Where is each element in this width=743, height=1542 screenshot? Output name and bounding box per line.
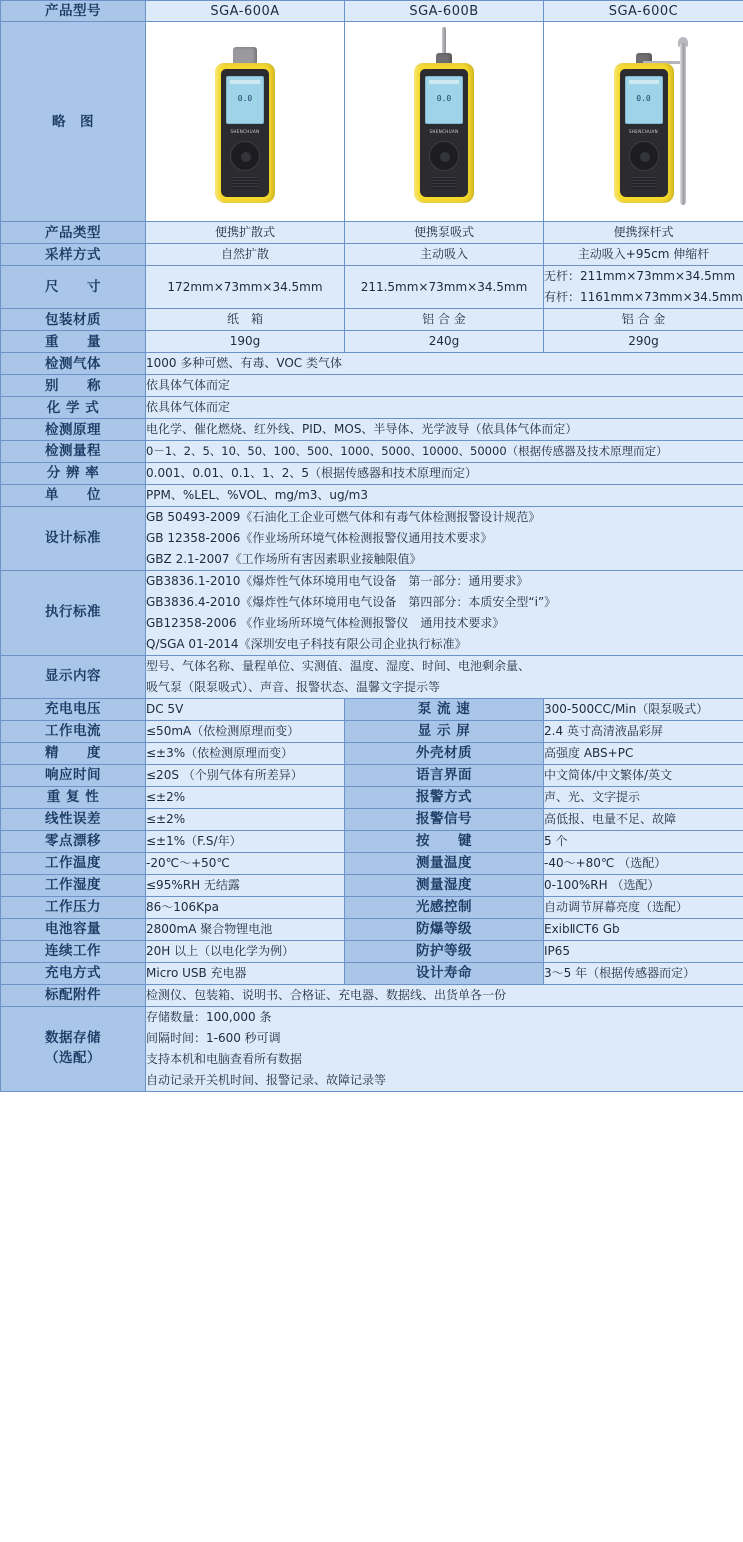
table-row-working-humidity <box>1 874 743 896</box>
table-row-zero-drift <box>1 830 743 852</box>
cell-dimensions-c-line2: 有杆：1161mm×73mm×34.5mm <box>544 290 743 305</box>
cell-product-type-c: 便携探杆式 <box>544 222 743 244</box>
table-row-schematic <box>1 22 743 222</box>
device-body <box>215 63 275 203</box>
exec-standard-line3: GB12358-2006 《作业场所环境气体检测报警仪 通用技术要求》 <box>146 615 505 630</box>
row-label-schematic: 略 图 <box>1 22 146 222</box>
row-label-language: 语言界面 <box>345 764 544 786</box>
table-row-unit <box>1 484 743 506</box>
row-label-alias: 别 称 <box>1 375 146 397</box>
cell-battery-capacity: 2800mA 聚合物锂电池 <box>146 918 345 940</box>
cell-weight-b: 240g <box>345 331 544 353</box>
row-label-battery-capacity: 电池容量 <box>1 918 146 940</box>
table-row-working-temp <box>1 852 743 874</box>
table-row-sampling-method <box>1 244 743 266</box>
design-standard-line1: GB 50493-2009《石油化工企业可燃气体和有毒气体检测报警设计规范》 <box>146 509 541 524</box>
speaker-grill-icon <box>232 177 258 189</box>
table-row-packaging <box>1 309 743 331</box>
cell-continuous-work: 20H 以上（以电化学为例） <box>146 940 345 962</box>
row-label-accessories: 标配附件 <box>1 984 146 1006</box>
row-label-exec-standard: 执行标准 <box>1 570 146 655</box>
table-row-weight <box>1 331 743 353</box>
cell-data-storage <box>146 1006 743 1091</box>
cell-product-type-b: 便携泵吸式 <box>345 222 544 244</box>
row-label-product-type: 产品类型 <box>1 222 146 244</box>
cell-dimensions-a: 172mm×73mm×34.5mm <box>146 266 345 309</box>
cell-weight-c: 290g <box>544 331 743 353</box>
cell-dimensions-c <box>544 266 743 309</box>
row-label-design-life: 设计寿命 <box>345 962 544 984</box>
design-standard-line3: GBZ 2.1-2007《工作场所有害因素职业接触限值》 <box>146 551 422 566</box>
table-row-range <box>1 441 743 462</box>
device-image-c <box>544 22 743 222</box>
cell-resolution: 0.001、0.01、0.1、1、2、5（根据传感器和技术原理而定） <box>146 462 743 484</box>
cell-packaging-b: 铝 合 金 <box>345 309 544 331</box>
data-storage-line3: 支持本机和电脑查看所有数据 <box>146 1051 303 1066</box>
row-label-dimensions: 尺 寸 <box>1 266 146 309</box>
cell-light-sensor: 自动调节屏幕亮度（选配） <box>544 896 743 918</box>
cell-exec-standard <box>146 570 743 655</box>
row-label-linearity-error: 线性误差 <box>1 808 146 830</box>
cell-measure-humidity: 0-100%RH （选配） <box>544 874 743 896</box>
row-label-keys: 按 键 <box>345 830 544 852</box>
table-row-accessories <box>1 984 743 1006</box>
cell-alarm-signal: 高低报、电量不足、故障 <box>544 808 743 830</box>
cell-zero-drift: ≤±1%（F.S/年） <box>146 830 345 852</box>
telescopic-probe-icon <box>680 43 686 205</box>
row-label-working-pressure: 工作压力 <box>1 896 146 918</box>
table-row-accuracy <box>1 742 743 764</box>
display-content-line1: 型号、气体名称、量程单位、实测值、温度、湿度、时间、电池剩余量、 <box>146 658 531 673</box>
table-row-product-type <box>1 222 743 244</box>
row-label-sampling-method: 采样方式 <box>1 244 146 266</box>
row-label-working-humidity: 工作湿度 <box>1 874 146 896</box>
display-content-line2: 吸气泵（限泵吸式）、声音、报警状态、温馨文字提示等 <box>146 679 441 694</box>
cell-alarm-method: 声、光、文字提示 <box>544 786 743 808</box>
row-label-packaging: 包装材质 <box>1 309 146 331</box>
row-label-weight: 重 量 <box>1 331 146 353</box>
device-face <box>620 69 668 197</box>
row-label-accuracy: 精 度 <box>1 742 146 764</box>
table-row-design-standard <box>1 506 743 570</box>
exec-standard-line2: GB3836.4-2010《爆炸性气体环境用电气设备 第四部分：本质安全型“i”》 <box>146 594 557 609</box>
speaker-grill-icon <box>431 177 457 189</box>
screen-reading-b: 0.0 <box>436 93 452 103</box>
cell-detect-gas: 1000 多种可燃、有毒、VOC 类气体 <box>146 353 743 375</box>
table-row-repeatability <box>1 786 743 808</box>
cell-working-humidity: ≤95%RH 无结露 <box>146 874 345 896</box>
table-row-response-time <box>1 764 743 786</box>
keypad-icon <box>629 141 659 171</box>
cell-principle: 电化学、催化燃烧、红外线、PID、MOS、半导体、光学波导（依具体气体而定） <box>146 419 743 441</box>
device-face <box>221 69 269 197</box>
cell-accessories: 检测仪、包装箱、说明书、合格证、充电器、数据线、出货单各一份 <box>146 984 743 1006</box>
cell-explosion-proof: ExibⅡCT6 Gb <box>544 918 743 940</box>
row-label-zero-drift: 零点漂移 <box>1 830 146 852</box>
cell-display-content <box>146 655 743 698</box>
row-label-shell-material: 外壳材质 <box>345 742 544 764</box>
cell-shell-material: 高强度 ABS+PC <box>544 742 743 764</box>
cell-design-life: 3～5 年（根据传感器而定） <box>544 962 743 984</box>
row-label-resolution: 分 辨 率 <box>1 462 146 484</box>
cell-charge-voltage: DC 5V <box>146 698 345 720</box>
table-row-working-current <box>1 720 743 742</box>
keypad-icon <box>429 141 459 171</box>
table-row-working-pressure <box>1 896 743 918</box>
device-body <box>614 63 674 203</box>
table-row-charge-voltage <box>1 698 743 720</box>
device-face <box>420 69 468 197</box>
cell-charge-method: Micro USB 充电器 <box>146 962 345 984</box>
cell-accuracy: ≤±3%（依检测原理而变） <box>146 742 345 764</box>
data-storage-line1: 存储数量：100,000 条 <box>146 1009 272 1024</box>
row-label-range: 检测量程 <box>1 441 146 462</box>
model-a: SGA-600A <box>146 1 345 22</box>
device-body <box>414 63 474 203</box>
cell-unit: PPM、%LEL、%VOL、mg/m3、ug/m3 <box>146 484 743 506</box>
brand-label-a: SHENCHUAN <box>230 128 260 134</box>
table-row-battery-capacity <box>1 918 743 940</box>
row-label-measure-humidity: 测量湿度 <box>345 874 544 896</box>
row-label-protection-grade: 防护等级 <box>345 940 544 962</box>
row-label-repeatability: 重 复 性 <box>1 786 146 808</box>
table-row-principle <box>1 419 743 441</box>
cell-sampling-c: 主动吸入+95cm 伸缩杆 <box>544 244 743 266</box>
table-row-continuous-work <box>1 940 743 962</box>
table-row-data-storage <box>1 1006 743 1091</box>
row-label-working-current: 工作电流 <box>1 720 146 742</box>
cell-product-type-a: 便携扩散式 <box>146 222 345 244</box>
row-label-display-screen: 显 示 屏 <box>345 720 544 742</box>
cell-design-standard <box>146 506 743 570</box>
row-label-working-temp: 工作温度 <box>1 852 146 874</box>
row-label-data-storage-line1: 数据存储 <box>45 1029 101 1046</box>
keypad-icon <box>230 141 260 171</box>
table-row-formula <box>1 397 743 419</box>
row-label-principle: 检测原理 <box>1 419 146 441</box>
speaker-grill-icon <box>631 177 657 189</box>
row-label-model: 产品型号 <box>1 1 146 22</box>
row-label-detect-gas: 检测气体 <box>1 353 146 375</box>
cell-pump-flow: 300-500CC/Min（限泵吸式） <box>544 698 743 720</box>
table-row-linearity-error <box>1 808 743 830</box>
row-label-alarm-method: 报警方式 <box>345 786 544 808</box>
table-row-dimensions <box>1 266 743 309</box>
brand-label-c: SHENCHUAN <box>628 128 659 134</box>
cell-dimensions-b: 211.5mm×73mm×34.5mm <box>345 266 544 309</box>
device-screen <box>425 76 463 124</box>
design-standard-line2: GB 12358-2006《作业场所环境气体检测报警仪通用技术要求》 <box>146 530 493 545</box>
row-label-pump-flow: 泵 流 速 <box>345 698 544 720</box>
cell-sampling-b: 主动吸入 <box>345 244 544 266</box>
exec-standard-line4: Q/SGA 01-2014《深圳安电子科技有限公司企业执行标准》 <box>146 636 467 651</box>
device-screen <box>625 76 663 124</box>
brand-label-b: SHENCHUAN <box>429 128 459 134</box>
table-row-display-content <box>1 655 743 698</box>
device-image-a <box>146 22 345 222</box>
row-label-data-storage <box>1 1006 146 1091</box>
row-label-unit: 单 位 <box>1 484 146 506</box>
screen-reading-c: 0.0 <box>636 93 651 103</box>
cell-weight-a: 190g <box>146 331 345 353</box>
cell-range: 0－1、2、5、10、50、100、500、1000、5000、10000、50000（根据传感器及技术原理而定） <box>146 441 743 462</box>
model-c: SGA-600C <box>544 1 743 22</box>
table-row-resolution <box>1 462 743 484</box>
table-row-exec-standard <box>1 570 743 655</box>
table-row-model <box>1 1 743 22</box>
cell-working-pressure: 86～106Kpa <box>146 896 345 918</box>
data-storage-line4: 自动记录开关机时间、报警记录、故障记录等 <box>146 1072 387 1087</box>
row-label-alarm-signal: 报警信号 <box>345 808 544 830</box>
row-label-design-standard: 设计标准 <box>1 506 146 570</box>
table-row-charge-method <box>1 962 743 984</box>
cell-response-time: ≤20S （个别气体有所差异） <box>146 764 345 786</box>
screen-reading-a: 0.0 <box>237 93 253 103</box>
row-label-light-sensor: 光感控制 <box>345 896 544 918</box>
cell-working-temp: -20℃～+50℃ <box>146 852 345 874</box>
cell-dimensions-c-line1: 无杆：211mm×73mm×34.5mm <box>544 269 736 284</box>
row-label-explosion-proof: 防爆等级 <box>345 918 544 940</box>
row-label-formula: 化 学 式 <box>1 397 146 419</box>
row-label-data-storage-line2: （选配） <box>45 1049 101 1066</box>
cell-language: 中文简体/中文繁体/英文 <box>544 764 743 786</box>
model-b: SGA-600B <box>345 1 544 22</box>
table-row-detect-gas <box>1 353 743 375</box>
device-screen <box>226 76 264 124</box>
exec-standard-line1: GB3836.1-2010《爆炸性气体环境用电气设备 第一部分：通用要求》 <box>146 573 529 588</box>
cell-linearity-error: ≤±2% <box>146 808 345 830</box>
cell-packaging-a: 纸 箱 <box>146 309 345 331</box>
table-row-alias <box>1 375 743 397</box>
row-label-measure-temp: 测量温度 <box>345 852 544 874</box>
cell-repeatability: ≤±2% <box>146 786 345 808</box>
device-image-b <box>345 22 544 222</box>
row-label-charge-method: 充电方式 <box>1 962 146 984</box>
cell-packaging-c: 铝 合 金 <box>544 309 743 331</box>
row-label-response-time: 响应时间 <box>1 764 146 786</box>
cell-alias: 依具体气体而定 <box>146 375 743 397</box>
cell-keys: 5 个 <box>544 830 743 852</box>
cell-measure-temp: -40～+80℃ （选配） <box>544 852 743 874</box>
cell-sampling-a: 自然扩散 <box>146 244 345 266</box>
cell-working-current: ≤50mA（依检测原理而变） <box>146 720 345 742</box>
row-label-continuous-work: 连续工作 <box>1 940 146 962</box>
cell-protection-grade: IP65 <box>544 940 743 962</box>
cell-formula: 依具体气体而定 <box>146 397 743 419</box>
row-label-charge-voltage: 充电电压 <box>1 698 146 720</box>
row-label-display-content: 显示内容 <box>1 655 146 698</box>
cell-display-screen: 2.4 英寸高清液晶彩屏 <box>544 720 743 742</box>
data-storage-line2: 间隔时间：1-600 秒可调 <box>146 1030 281 1045</box>
